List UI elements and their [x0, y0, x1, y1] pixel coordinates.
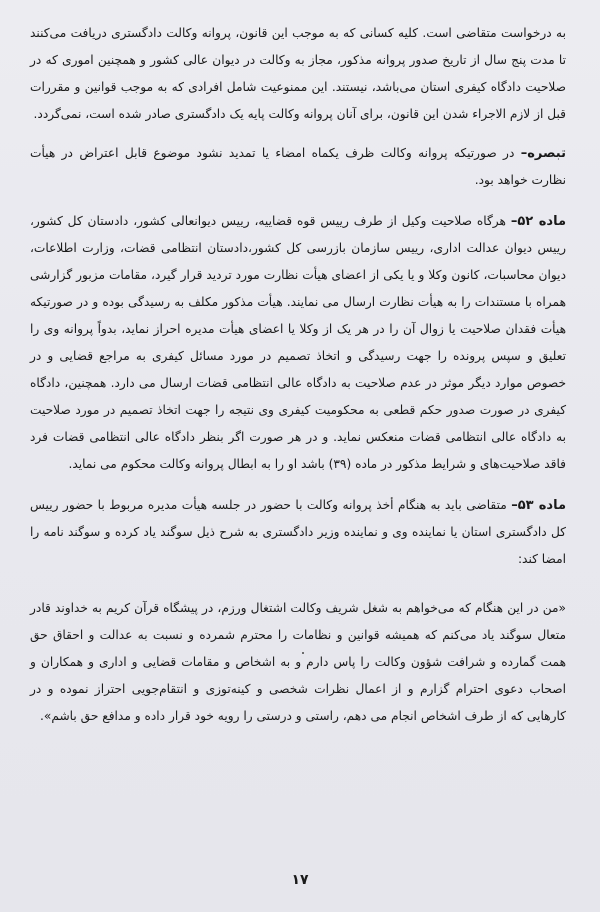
article-53-text: متقاضی باید به هنگام أخذ پروانه وکالت با حضور در جلسه هیأت مدیره مربوط با حضور رییس کل دادگستری استان یا نماینده وی و نماینده وزیر دادگستری به شرح ذیل سوگند یاد کرده و سوگند نامه را امضا کند: [30, 498, 566, 566]
note-heading: تبصره– [520, 146, 566, 161]
article-52-text: هرگاه صلاحیت وکیل از طرف رییس قوه قضاییه، رییس دیوانعالی کشور، دادستان کل کشور، رییس دیوان عدالت اداری، رییس سازمان بازرسی کل کشور،دادستان انتظامی قضات، وزارت اطلاعات، دیوان محاسبات، کانون وکلا و یا یکی از اعضای هیأت نظارت مورد تردید قرار گیرد، مقامات مزبور گزارشی همراه با مستندات را به هیأت نظارت ارسال می نمایند. هیأت مذکور مکلف به رسیدگی بوده و در صورتیکه هیأت فقدان صلاحیت یا زوال آن را در هر یک از وکلا یا اعضای هیأت مدیره احراز نماید، بدواً پروانه وی را تعلیق و سپس پرونده را جهت رسیدگی و اتخاذ تصمیم در مورد مسائل کیفری به مراجع قضایی و در خصوص موارد دیگر موثر در عدم صلاحیت به دادگاه عالی انتظامی قضات ارسال می دارد. همچنین، دادگاه کیفری در صورت صدور حکم قطعی به محکومیت کیفری وی نتیجه را جهت اتخاذ تصمیم در مورد صلاحیت به دادگاه عالی انتظامی قضات منعکس نماید. و در هر صورت اگر بنظر دادگاه عالی انتظامی قضات فرد فاقد صلاحیت‌های و شرایط مذکور در ماده (۳۹) باشد او را به ابطال پروانه وکالت محکوم می نماید. [30, 214, 566, 471]
article-52-paragraph [30, 208, 566, 478]
article-52-heading: ماده ۵۲– [510, 214, 566, 229]
oath-text: «من در این هنگام که می‌خواهم به شغل شریف وکالت اشتغال ورزم، در پیشگاه قرآن کریم به خداوند قادر متعال سوگند یاد می‌کنم که همیشه قوانین و نظامات را محترم شمرده و نسبت به عدالت و احقاق حق همت گمارده و شرافت شؤون وکالت را پاس دارم و به اشخاص و مقامات قضایی و اداری و همکاران و اصحاب دعوی احترام گزارم و از اعمال نظرات شخصی و کینه‌توزی و انتقام‌جویی احتراز نموده و در کارهایی که از طرف اشخاص انجام می دهم، راستی و درستی را رویه خود قرار داده و مدافع حق باشم». [30, 601, 566, 723]
article-53-heading: ماده ۵۳– [511, 498, 566, 513]
page-content [30, 20, 566, 730]
intro-text: به درخواست متقاضی است. کلیه کسانی که به موجب این قانون، پروانه وکالت دادگستری دریافت می‌کنند تا مدت پنج سال از تاریخ صدور پروانه مذکور، مجاز به وکالت در دیوان عالی کشور و همچنین اموری که در صلاحیت دادگاه کیفری استان می‌باشد، نیستند. این ممنوعیت شامل افرادی که به موجب قوانین و مقررات قبل از لازم الاجراء شدن این قانون، برای آنان پروانه وکالت پایه یک دادگستری صادر شده است، نمی‌گردد. [30, 26, 566, 121]
intro-paragraph [30, 20, 566, 128]
note-text: در صورتیکه پروانه وکالت ظرف یکماه امضاء یا تمدید نشود موضوع قابل اعتراض در هیأت نظارت خواهد بود. [30, 146, 566, 187]
page-number: ۱۷ [291, 872, 309, 888]
article-53-paragraph [30, 492, 566, 573]
note-paragraph [30, 140, 566, 194]
stray-dot-mark [302, 652, 304, 654]
oath-paragraph [30, 595, 566, 730]
